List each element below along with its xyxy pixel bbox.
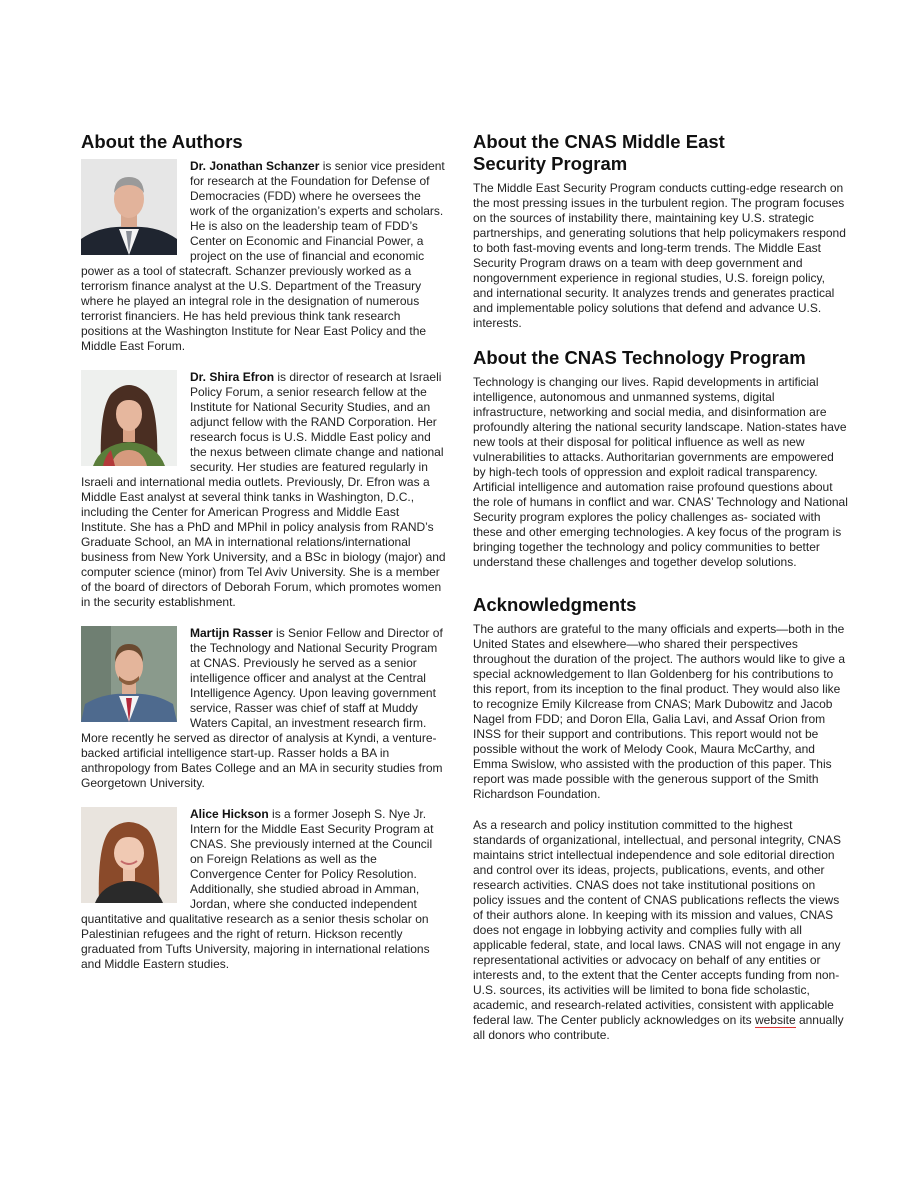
author-bio [81,370,447,610]
middle-east-body: The Middle East Security Program conducts cutting-edge research on the most pressing issues in the turbulent region. The program focuses on the sources of instability there, maintaining key U.S. strategic partnerships, and generating solutions that help policymakers respond to both fast-moving events and long-term trends. The Middle East Security Program draws on a team with deep government and nongovernment experience in regional studies, U.S. foreign policy, and international security. It analyzes trends and generates practical and implementable policy solutions that defend and advance U.S. interests. [473,181,846,330]
acknowledgments-heading: Acknowledgments [473,594,637,615]
website-link[interactable]: website [754,1013,796,1027]
technology-body: Technology is changing our lives. Rapid developments in artificial intelligence, autonomous and unmanned systems, digital infrastructure, networking and social media, and disinformation are profoundly altering the national security landscape. Nation-states have new tools at their disposal for political influence as well as new vulnerabilities to attacks. Authoritarian governments are empowered by high-tech tools of oppression and exploit radical transparency. Artificial intelligence and automation raise profound questions about the role of humans in conflict and war. CNAS’ Technology and National Security program explores the policy challenges as- sociated with these and other emerging technologies. A key focus of the program is bringing together the technology and policy communities to better understand these challenges and together develop solutions. [473,375,848,569]
technology-section [473,347,848,570]
programs-column [473,131,848,1043]
independence-text: As a research and policy institution committed to the highest standards of organizational, intellectual, and personal integrity, CNAS maintains strict intellectual independence and sole editorial direction and control over its ideas, projects, publications, events, and other research activities. CNAS does not take institutional positions on policy issues and the content of CNAS publications reflects the views of their authors alone. In keeping with its mission and values, CNAS does not engage in lobbying activity and complies fully with all applicable federal, state, and local laws. CNAS will not engage in any representational activities or advocacy on behalf of any entities or interests and, to the extent that the Center accepts funding from non-U.S. sources, its activities will be limited to bona fide scholastic, academic, and research-related activities, consistent with applicable federal law. The Center publicly acknowledges on its [473,818,841,1027]
author-bio [81,626,447,791]
author-name: Dr. Shira Efron [190,370,275,384]
author-name: Martijn Rasser [190,626,273,640]
technology-heading: About the CNAS Technology Program [473,347,806,368]
author-name: Dr. Jonathan Schanzer [190,159,320,173]
author-description: is Senior Fellow and Director of the Technology and National Security Program at CNAS. Previously he served as a senior intelligence officer and analyst at the Central Intelligence Agency. Upon leaving government service, Rasser was chief of staff at Muddy Waters Capital, an investment research firm. More recently he served as director of analysis at Kyndi, a venture-backed artificial intelligence start-up. Rasser holds a BA in anthropology from Bates College and an MA in security studies from Georgetown University. [81,626,443,790]
author-photo-schanzer [81,159,177,255]
author-photo-hickson [81,807,177,903]
authors-column [81,131,447,972]
author-description: is senior vice president for research at the Foundation for Defense of Democracies (FDD) where he oversees the work of the organization’s experts and scholars. He is also on the leadership team of FDD’s Center on Economic and Financial Power, a project on the use of financial and economic power as a tool of statecraft. Schanzer previously worked as a terrorism finance analyst at the U.S. Department of the Treasury where he played an integral role in the designation of numerous terrorist financiers. He has held previous think tank research positions at the Washington Institute for Near East Policy and the Middle East Forum. [81,159,445,353]
acknowledgments-body: The authors are grateful to the many officials and experts—both in the United States and elsewhere—who shared their perspectives throughout the duration of the project. The authors would like to give a special acknowledgement to Ilan Goldenberg for his contributions to this report, from its inception to the final product. They would also like to recognize Emily Kilcrease from CNAS; Mark Dubowitz and Jacob Nagel from FDD; and Doron Ella, Galia Lavi, and Assaf Orion from INSS for their support and contributions. This report would not be possible without the work of Melody Cook, Maura McCarthy, and Emma Swislow, who assisted with the production of this paper. This report was made possible with the generous support of the Smith Richardson Foundation. [473,622,846,801]
middle-east-section [473,131,848,331]
author-description: is a former Joseph S. Nye Jr. Intern for the Middle East Security Program at CNAS. She previously interned at the Council on Foreign Relations as well as the Convergence Center for Policy Resolution. Additionally, she studied abroad in Amman, Jordan, where she conducted independent quantitative and qualitative research as a senior thesis scholar on Palestinian refugees and the right of return. Hickson recently graduated from Tufts University, majoring in international relations and Middle Eastern studies. [81,807,434,971]
acknowledgments-section [473,594,848,1043]
authors-heading: About the Authors [81,131,243,152]
independence-statement [473,818,848,1043]
author-photo-rasser [81,626,177,722]
author-photo-efron [81,370,177,466]
independence-text-end: annually all donors who contribute. [473,1013,844,1042]
author-bio [81,807,447,972]
author-name: Alice Hickson [190,807,269,821]
middle-east-heading: About the CNAS Middle East Security Program [473,131,725,174]
author-bio [81,159,447,354]
author-description: is director of research at Israeli Policy Forum, a senior research fellow at the Institute for National Security Studies, and an adjunct fellow with the RAND Corporation. Her research focus is U.S. Middle East policy and the nexus between climate change and national security. Her studies are featured regularly in Israeli and international media outlets. Previously, Dr. Efron was a Middle East analyst at several think tanks in Washington, D.C., including the Center for American Progress and Middle East Institute. She has a PhD and MPhil in policy analysis from RAND’s Graduate School, an MA in international relations/international business from New York University, and a BSc in biology (major) and computer science (minor) from Tel Aviv University. She is a member of the board of directors of Deborah Forum, which promotes women in the security establishment. [81,370,446,609]
